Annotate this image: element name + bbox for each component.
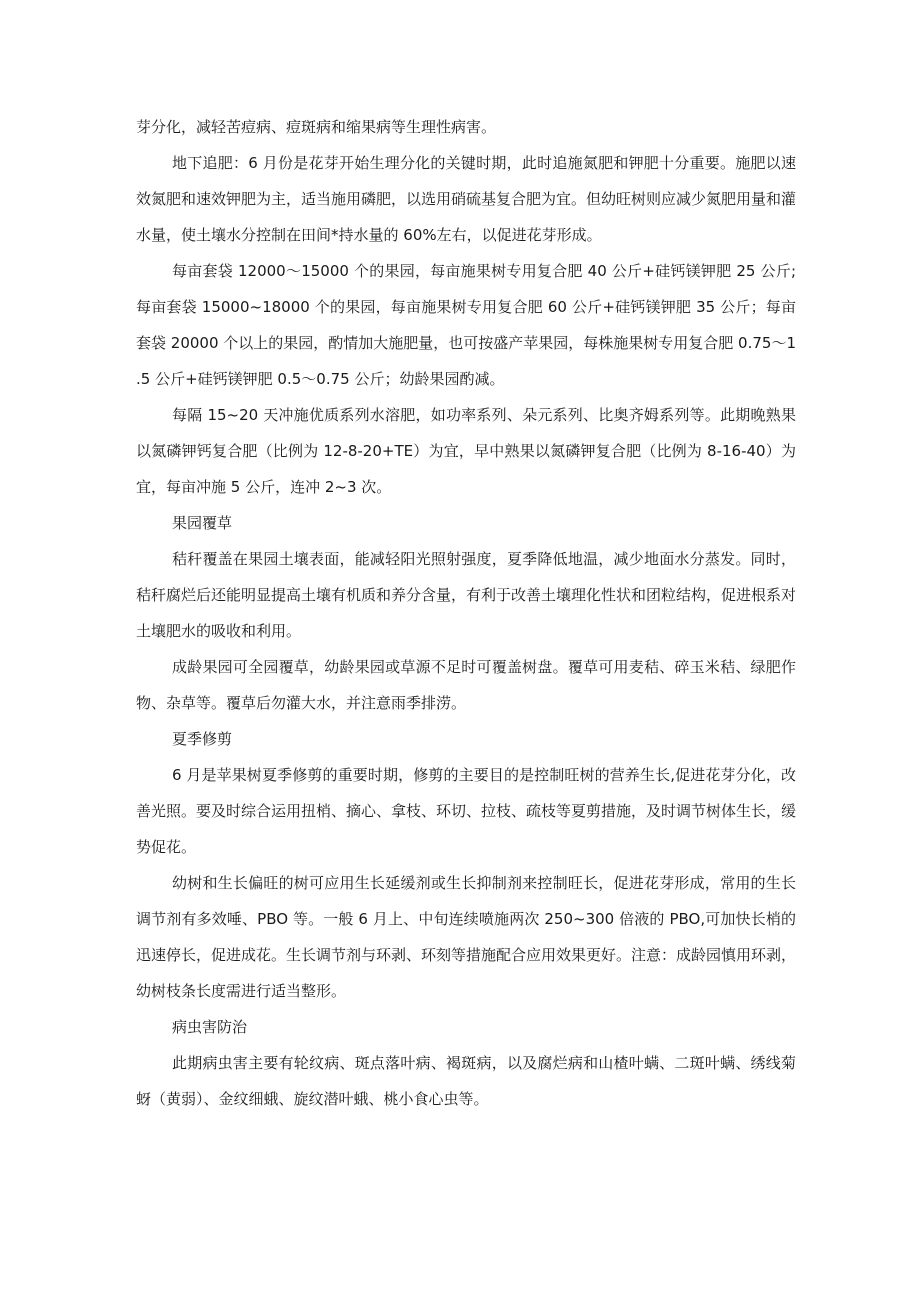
paragraph-pests-list: 此期病虫害主要有轮纹病、斑点落叶病、褐斑病，以及腐烂病和山楂叶螨、二斑叶螨、绣线菊蚜（黄弱）、金纹细蛾、旋纹潜叶蛾、桃小食心虫等。: [136, 1054, 796, 1108]
section-heading-pest-control: 病虫害防治: [172, 1018, 248, 1036]
paragraph-mulch-method: 成龄果园可全园覆草，幼龄果园或草源不足时可覆盖树盘。覆草可用麦秸、碎玉米秸、绿肥作物、杂草等。覆草后勿灌大水，并注意雨季排涝。: [136, 658, 796, 712]
section-heading-mulching: 果园覆草: [172, 514, 233, 532]
paragraph-water-soluble-fertilizer: 每隔 15~20 天冲施优质系列水溶肥，如功率系列、朵元系列、比奥齐姆系列等。此期晚熟果以氮磷钾钙复合肥（比例为 12-8-20+TE）为宜，早中熟果以氮磷钾复合肥（比例为 8-16-40）为宜，每亩冲施 5 公斤，连冲 2~3 次。: [136, 406, 796, 496]
document-body: [136, 109, 796, 1117]
paragraph-pruning-purpose: 6 月是苹果树夏季修剪的重要时期，修剪的主要目的是控制旺树的营养生长,促进花芽分化，改善光照。要及时综合运用扭梢、摘心、拿枝、环切、拉枝、疏枝等夏剪措施，及时调节树体生长，缓势促花。: [136, 766, 797, 856]
section-heading-summer-pruning: 夏季修剪: [172, 730, 233, 748]
paragraph-growth-regulators: 幼树和生长偏旺的树可应用生长延缓剂或生长抑制剂来控制旺长，促进花芽形成，常用的生长调节剂有多效唾、PBO 等。一般 6 月上、中旬连续喷施两次 250~300 倍液的 PBO,可加快长梢的迅速停长，促进成花。生长调节剂与环剥、环刻等措施配合应用效果更好。注意：成龄园慎用环剥，幼树枝条长度需进行适当整形。: [136, 874, 797, 1000]
paragraph-topdressing: 地下追肥：6 月份是花芽开始生理分化的关键时期，此时追施氮肥和钾肥十分重要。施肥以速效氮肥和速效钾肥为主，适当施用磷肥，以选用硝硫基复合肥为宜。但幼旺树则应减少氮肥用量和灌水量，使土壤水分控制在田间*持水量的 60%左右，以促进花芽形成。: [136, 154, 797, 244]
paragraph-continuation: 芽分化，减轻苦痘病、痘斑病和缩果病等生理性病害。: [136, 118, 497, 136]
paragraph-straw-mulch: 秸秆覆盖在果园土壤表面，能减轻阳光照射强度，夏季降低地温，减少地面水分蒸发。同时，秸秆腐烂后还能明显提高土壤有机质和养分含量，有利于改善土壤理化性状和团粒结构，促进根系对土壤肥水的吸收和利用。: [136, 550, 797, 640]
paragraph-fertilizer-amounts: 每亩套袋 12000～15000 个的果园，每亩施果树专用复合肥 40 公斤+硅钙镁钾肥 25 公斤; 每亩套袋 15000~18000 个的果园，每亩施果树专用复合肥 60 公斤+硅钙镁钾肥 35 公斤；每亩套袋 20000 个以上的果园，酌情加大施肥量，也可按盛产苹果园，每株施果树专用复合肥 0.75～1.5 公斤+硅钙镁钾肥 0.5～0.75 公斤；幼龄果园酌减。: [136, 262, 796, 388]
